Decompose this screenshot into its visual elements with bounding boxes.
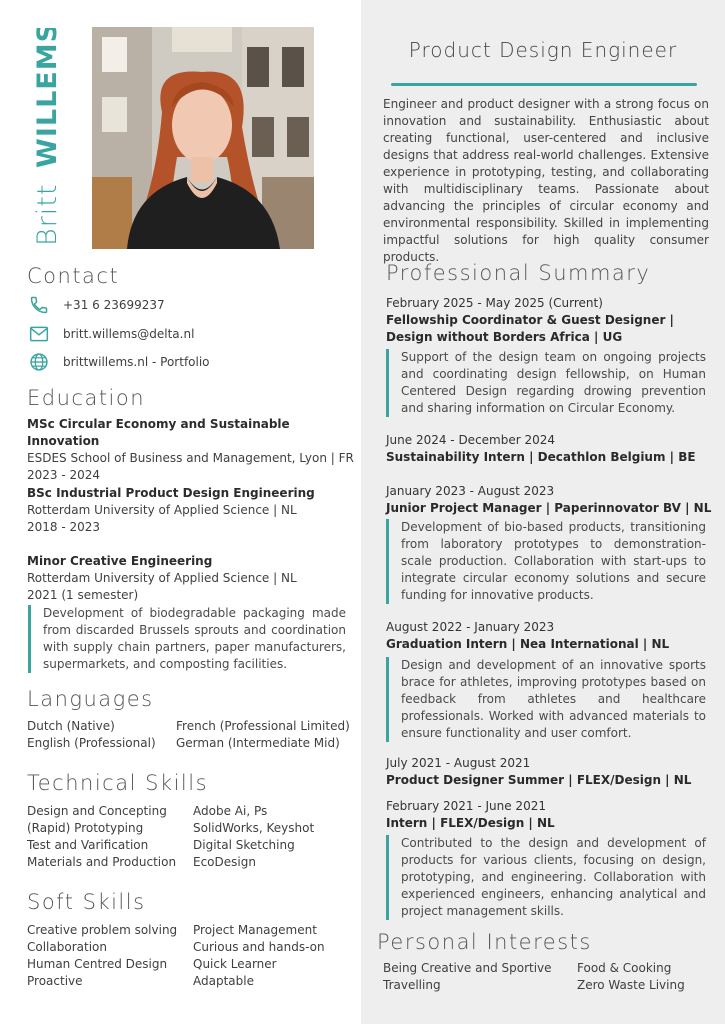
education-degree: MSc Circular Economy and Sustainable Innovation xyxy=(27,417,290,448)
education-school: Rotterdam University of Applied Science | NL xyxy=(27,503,297,517)
languages-grid xyxy=(27,718,356,752)
job-item xyxy=(386,483,716,517)
job-date: January 2023 - August 2023 xyxy=(386,484,555,498)
education-item-bsc xyxy=(27,485,357,536)
education-years: 2021 (1 semester) xyxy=(27,588,139,602)
interests-col-1 xyxy=(383,960,577,994)
technical-col-2 xyxy=(193,803,343,871)
language-item: German (Intermediate Mid) xyxy=(176,736,340,750)
technical-col-1 xyxy=(27,803,193,871)
interest-item: Zero Waste Living xyxy=(577,978,685,992)
languages-col-1 xyxy=(27,718,176,752)
language-item: Dutch (Native) xyxy=(27,719,115,733)
education-degree: Minor Creative Engineering xyxy=(27,554,213,568)
job-date: July 2021 - August 2021 xyxy=(386,756,531,770)
left-column xyxy=(0,0,361,1024)
skill-item: SolidWorks, Keyshot xyxy=(193,821,315,835)
last-name: WILLEMS xyxy=(32,28,62,168)
education-title: Education xyxy=(27,386,146,410)
profile-photo xyxy=(92,27,314,249)
job-item xyxy=(386,295,716,346)
job-title: Junior Project Manager | Paperinnovator BV | NL xyxy=(386,501,712,515)
technical-skills-title: Technical Skills xyxy=(27,771,209,795)
job-title: Fellowship Coordinator & Guest Designer | xyxy=(386,313,674,327)
minor-description: Development of biodegradable packaging made from discarded Brussels sprouts and coordination with supply chain partners, paper manufacturers, supermarkets, and composting facilities. xyxy=(28,605,346,673)
soft-skills-title: Soft Skills xyxy=(27,890,146,914)
contact-title: Contact xyxy=(27,264,120,288)
job-description: Support of the design team on ongoing projects and coordinating design fellowship, on Human Centered Design regarding drowing prevention and sharing information on Circular Economy. xyxy=(386,349,706,417)
skill-item: Adobe Ai, Ps xyxy=(193,804,268,818)
contact-phone-row xyxy=(28,294,165,316)
education-degree: BSc Industrial Product Design Engineering xyxy=(27,486,315,500)
svg-text:Britt WILLEMS xyxy=(32,28,62,246)
right-column xyxy=(361,0,725,1024)
education-years: 2023 - 2024 xyxy=(27,468,101,482)
name-vertical-svg xyxy=(30,28,62,248)
skill-item: Proactive xyxy=(27,974,83,988)
contact-website-row xyxy=(28,351,210,373)
education-school: ESDES School of Business and Management, Lyon | FR xyxy=(27,451,354,465)
job-title: Sustainability Intern | Decathlon Belgium | BE xyxy=(386,450,696,464)
job-item xyxy=(386,755,716,789)
interests-col-2 xyxy=(577,960,707,994)
headline-underline xyxy=(391,83,697,86)
first-name: Britt xyxy=(32,183,62,246)
education-school: Rotterdam University of Applied Science | NL xyxy=(27,571,297,585)
language-item: English (Professional) xyxy=(27,736,156,750)
job-title: Product Designer Summer | FLEX/Design | NL xyxy=(386,773,692,787)
mail-icon xyxy=(28,323,50,345)
education-item-msc xyxy=(27,416,357,484)
job-date: February 2021 - June 2021 xyxy=(386,799,546,813)
skill-item: EcoDesign xyxy=(193,855,256,869)
contact-phone[interactable]: +31 6 23699237 xyxy=(63,298,165,312)
skill-item: Collaboration xyxy=(27,940,107,954)
phone-icon xyxy=(28,294,50,316)
soft-col-1 xyxy=(27,922,193,990)
intro-paragraph: Engineer and product designer with a strong focus on innovation and sustainability. Enthusiastic about creating functional, user-centered and inclusive designs that address real-world challenges. Extensive experience in prototyping, testing, and collaborating with multidisciplinary teams. Passionate about advancing the principles of circular economy and environmental responsibility. Skilled in implementing impactful solutions for high quality consumer products. xyxy=(383,97,709,264)
job-item xyxy=(386,619,716,653)
interest-item: Food & Cooking xyxy=(577,961,672,975)
skill-item: Test and Varification xyxy=(27,838,149,852)
job-title-line-2: Design without Borders Africa | UG xyxy=(386,330,623,344)
job-date: June 2024 - December 2024 xyxy=(386,433,556,447)
skill-item: Digital Sketching xyxy=(193,838,295,852)
languages-col-2 xyxy=(176,718,356,752)
job-description: Design and development of an innovative sports brace for athletes, improving prototypes based on feedback from athletes and healthcare professionals. Worked with advanced materials to ensure functionality and user comfort. xyxy=(386,657,706,742)
contact-website[interactable]: brittwillems.nl - Portfolio xyxy=(63,355,210,369)
job-title: Graduation Intern | Nea International | NL xyxy=(386,637,670,651)
job-description: Development of bio-based products, transitioning from laboratory prototypes to demonstration-scale production. Collaboration with start-ups to integrate circular economy solutions and secure funding for innovative products. xyxy=(386,519,706,604)
professional-summary-title: Professional Summary xyxy=(386,261,651,285)
job-item xyxy=(386,798,716,832)
skill-item: Adaptable xyxy=(193,974,254,988)
name-vertical xyxy=(30,28,62,248)
job-date: February 2025 - May 2025 (Current) xyxy=(386,296,603,310)
contact-email-row xyxy=(28,323,194,345)
skill-item: Creative problem solving xyxy=(27,923,178,937)
skill-item: Design and Concepting xyxy=(27,804,167,818)
interest-item: Being Creative and Sportive xyxy=(383,961,552,975)
globe-icon xyxy=(28,351,50,373)
skill-item: (Rapid) Prototyping xyxy=(27,821,144,835)
skill-item: Curious and hands-on xyxy=(193,940,325,954)
personal-interests-title: Personal Interests xyxy=(377,930,592,954)
language-item: French (Professional Limited) xyxy=(176,719,350,733)
interests-grid xyxy=(383,960,707,994)
skill-item: Project Management xyxy=(193,923,317,937)
headline: Product Design Engineer xyxy=(408,38,678,62)
interest-item: Travelling xyxy=(383,978,441,992)
job-item xyxy=(386,432,716,466)
soft-col-2 xyxy=(193,922,343,990)
education-item-minor xyxy=(27,553,357,604)
technical-skills-grid xyxy=(27,803,343,871)
job-description: Contributed to the design and development of products for various clients, focusing on design, prototyping, and engineering. Collaboration with experienced engineers, enhancing analytical and project management skills. xyxy=(386,835,706,920)
skill-item: Materials and Production xyxy=(27,855,177,869)
contact-email[interactable]: britt.willems@delta.nl xyxy=(63,327,195,341)
job-date: August 2022 - January 2023 xyxy=(386,620,555,634)
education-years: 2018 - 2023 xyxy=(27,520,101,534)
languages-title: Languages xyxy=(27,687,154,711)
skill-item: Quick Learner xyxy=(193,957,277,971)
job-title: Intern | FLEX/Design | NL xyxy=(386,816,555,830)
soft-skills-grid xyxy=(27,922,343,990)
skill-item: Human Centred Design xyxy=(27,957,168,971)
